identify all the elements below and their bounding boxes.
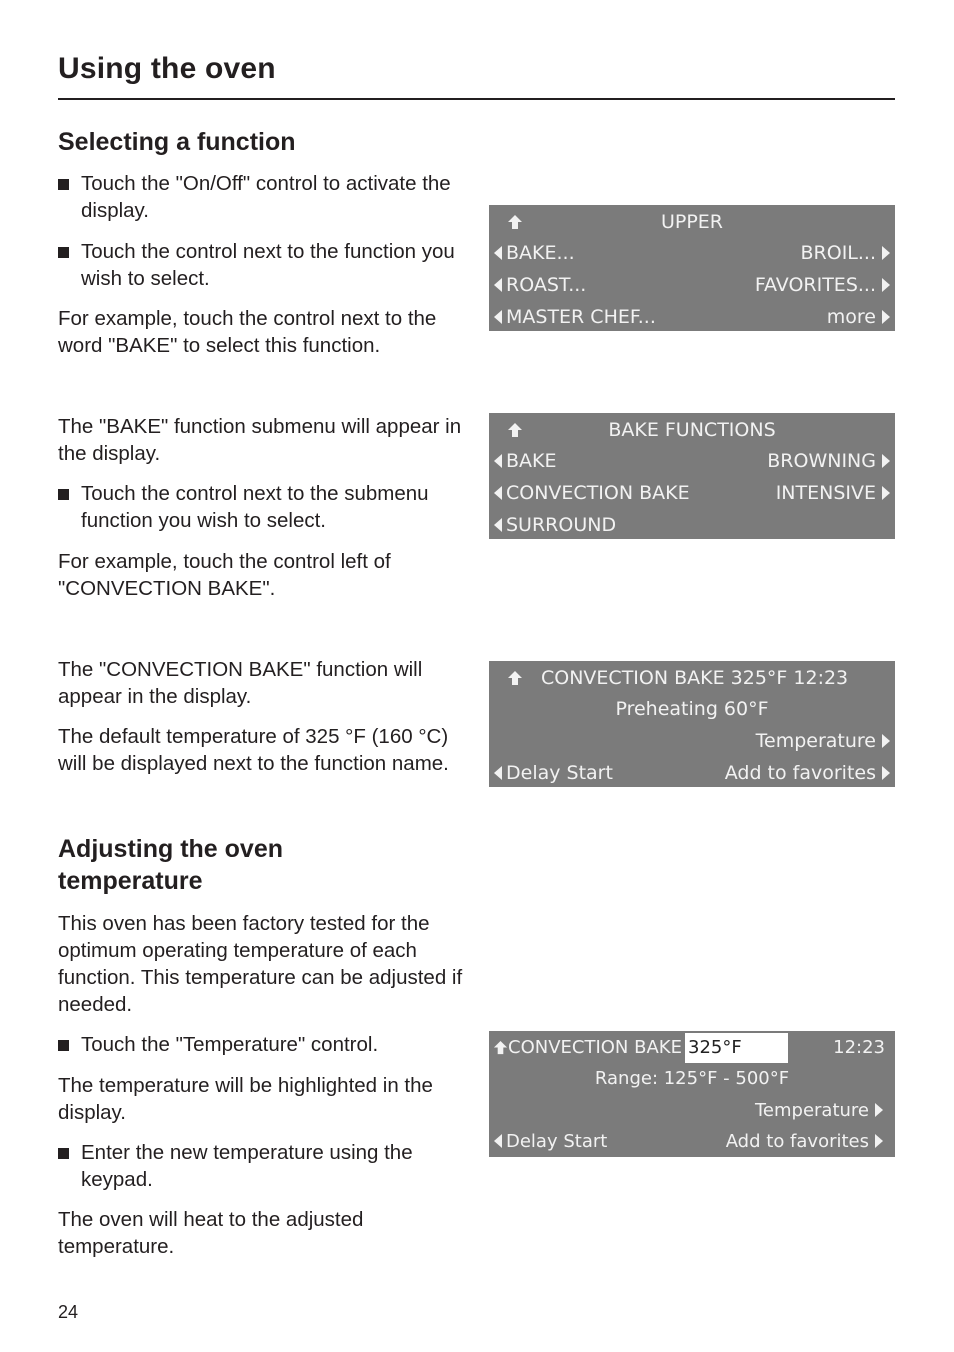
bullet-touch-control: Touch the control next to the function you wish to select. — [58, 238, 468, 292]
menu-item-more[interactable]: more — [827, 302, 890, 332]
left-arrow-icon — [494, 518, 502, 532]
status-preheating: Preheating 60°F — [615, 698, 769, 720]
clock-time: 12:23 — [833, 1037, 885, 1058]
bullet-activate-display: Touch the "On/Off" control to activate the display. — [58, 170, 468, 224]
menu-item-bake[interactable]: BAKE... — [494, 238, 575, 268]
section-heading-selecting: Selecting a function — [58, 128, 296, 156]
page-title: Using the oven — [58, 52, 276, 85]
menu-item-surround[interactable]: SURROUND — [494, 510, 616, 540]
para-convection-appears: The "CONVECTION BAKE" function will appear in the display. — [58, 658, 423, 708]
right-arrow-icon — [882, 246, 890, 260]
temperature-control[interactable]: Temperature — [756, 726, 890, 756]
up-arrow-icon[interactable] — [507, 663, 523, 693]
delay-start-control[interactable]: Delay Start — [494, 758, 613, 788]
right-arrow-icon — [875, 1103, 883, 1117]
display-upper — [489, 205, 895, 331]
page-number: 24 — [58, 1302, 79, 1322]
up-arrow-icon[interactable] — [493, 1040, 508, 1055]
bullet-square-icon — [58, 179, 69, 190]
bullet-square-icon — [58, 1040, 69, 1051]
menu-item-browning[interactable]: BROWNING — [767, 446, 890, 476]
left-arrow-icon — [494, 310, 502, 324]
menu-item-bake[interactable]: BAKE — [494, 446, 557, 476]
right-arrow-icon — [882, 734, 890, 748]
menu-item-broil[interactable]: BROIL... — [801, 238, 891, 268]
display-title: BAKE FUNCTIONS — [608, 419, 776, 441]
right-arrow-icon — [882, 310, 890, 324]
right-arrow-icon — [882, 454, 890, 468]
display-title: UPPER — [660, 211, 724, 233]
menu-item-convection-bake[interactable]: CONVECTION BAKE — [494, 478, 690, 508]
menu-item-master-chef[interactable]: MASTER CHEF... — [494, 302, 656, 332]
delay-start-control[interactable]: Delay Start — [494, 1127, 607, 1157]
left-arrow-icon — [494, 766, 502, 780]
para-bake-submenu: The "BAKE" function submenu will appear in the display. — [58, 415, 462, 465]
bullet-enter-temp: Enter the new temperature using the keypad. — [58, 1139, 468, 1193]
header-group — [493, 1033, 682, 1063]
left-arrow-icon — [494, 486, 502, 500]
left-arrow-icon — [494, 246, 502, 260]
display-temperature-adjust — [489, 1031, 895, 1157]
bullet-square-icon — [58, 247, 69, 258]
right-arrow-icon — [875, 1134, 883, 1148]
right-arrow-icon — [882, 278, 890, 292]
left-arrow-icon — [494, 278, 502, 292]
bullet-submenu: Touch the control next to the submenu function you wish to select. — [58, 480, 468, 534]
para-highlighted: The temperature will be highlighted in the display. — [58, 1074, 433, 1124]
para-default-temp: The default temperature of 325 °F (160 °C) will be displayed next to the function name. — [58, 725, 449, 775]
menu-item-intensive[interactable]: INTENSIVE — [776, 478, 890, 508]
para-factory-tested: This oven has been factory tested for the optimum operating temperature of each function. This temperature can be adjusted if needed. — [58, 912, 463, 1016]
function-name: CONVECTION BAKE — [508, 1037, 682, 1058]
temperature-input[interactable]: 325°F — [685, 1033, 788, 1063]
right-arrow-icon — [882, 486, 890, 500]
display-bake-functions — [489, 413, 895, 539]
add-to-favorites-control[interactable]: Add to favorites — [726, 1127, 883, 1157]
para-example-bake: For example, touch the control next to the word "BAKE" to select this function. — [58, 307, 437, 357]
section-heading-adjusting: Adjusting the oven temperature — [58, 835, 283, 895]
left-arrow-icon — [494, 454, 502, 468]
bullet-square-icon — [58, 489, 69, 500]
temperature-range: Range: 125°F - 500°F — [594, 1068, 790, 1089]
para-heat-adjusted: The oven will heat to the adjusted temperature. — [58, 1208, 364, 1258]
display-convection-bake — [489, 661, 895, 787]
add-to-favorites-control[interactable]: Add to favorites — [725, 758, 890, 788]
left-arrow-icon — [494, 1134, 502, 1148]
menu-item-favorites[interactable]: FAVORITES... — [755, 270, 890, 300]
menu-item-roast[interactable]: ROAST... — [494, 270, 586, 300]
right-arrow-icon — [882, 766, 890, 780]
bullet-square-icon — [58, 1148, 69, 1159]
bullet-touch-temperature: Touch the "Temperature" control. — [58, 1031, 468, 1058]
title-divider — [58, 98, 895, 100]
display-title: CONVECTION BAKE 325°F 12:23 — [541, 667, 849, 689]
temperature-control[interactable]: Temperature — [755, 1096, 883, 1126]
para-example-convection: For example, touch the control left of "CONVECTION BAKE". — [58, 550, 391, 600]
